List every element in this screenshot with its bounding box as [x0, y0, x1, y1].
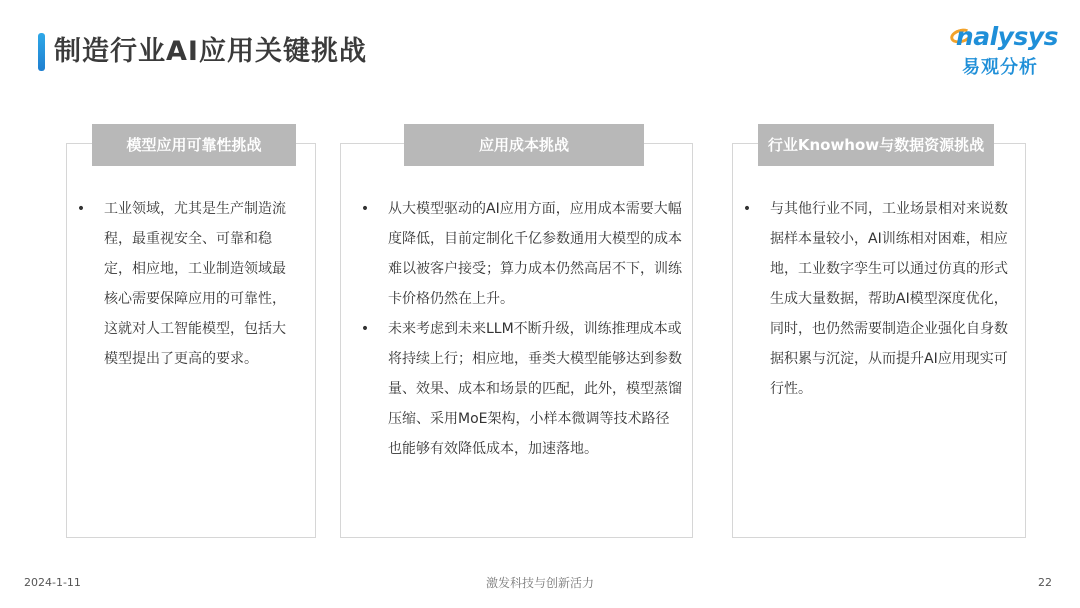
- logo-text-cn: 易观分析: [962, 57, 1038, 78]
- page-number: 22: [1038, 576, 1052, 589]
- bullet-text: 工业领域，尤其是生产制造流程，最重视安全、可靠和稳定，相应地，工业制造领域最核心需要保障应用的可靠性，这就对人工智能模型，包括大模型提出了更高的要求。: [104, 201, 286, 367]
- analysys-logo: [948, 22, 1058, 78]
- footer-date: 2024-1-11: [24, 576, 81, 589]
- bullet-text: 从大模型驱动的AI应用方面，应用成本需要大幅度降低，目前定制化千亿参数通用大模型的成本难以被客户接受；算力成本仍然高居不下，训练卡价格仍然在上升。: [388, 201, 682, 307]
- logo-text-en: nalysys: [955, 22, 1058, 51]
- page-title: 制造行业AI应用关键挑战: [54, 36, 367, 67]
- bullet-item: [76, 194, 298, 374]
- card-header-cost: 应用成本挑战: [404, 124, 644, 166]
- bullet-dot-icon: •: [360, 321, 370, 337]
- bullet-list-cost: [360, 194, 682, 464]
- footer-slogan: 激发科技与创新活力: [485, 576, 594, 590]
- bullet-item: [742, 194, 1012, 404]
- title-accent-bar: [38, 33, 45, 71]
- bullet-dot-icon: •: [360, 201, 370, 217]
- bullet-item: [360, 314, 682, 464]
- bullet-dot-icon: •: [742, 201, 752, 217]
- bullet-dot-icon: •: [76, 201, 86, 217]
- bullet-item: [360, 194, 682, 314]
- bullet-text: 未来考虑到未来LLM不断升级，训练推理成本或将持续上行；相应地，垂类大模型能够达到参数量、效果、成本和场景的匹配，此外，模型蒸馏压缩、采用MoE架构，小样本微调等技术路径也能够有效降低成本，加速落地。: [388, 321, 682, 457]
- bullet-list-knowhow: [742, 194, 1012, 404]
- card-header-knowhow: 行业Knowhow与数据资源挑战: [758, 124, 994, 166]
- bullet-list-reliability: [76, 194, 298, 374]
- bullet-text: 与其他行业不同，工业场景相对来说数据样本量较小，AI训练相对困难，相应地，工业数字孪生可以通过仿真的形式生成大量数据，帮助AI模型深度优化，同时，也仍然需要制造企业强化自身数据积累与沉淀，从而提升AI应用现实可行性。: [770, 201, 1008, 397]
- card-header-reliability: 模型应用可靠性挑战: [92, 124, 296, 166]
